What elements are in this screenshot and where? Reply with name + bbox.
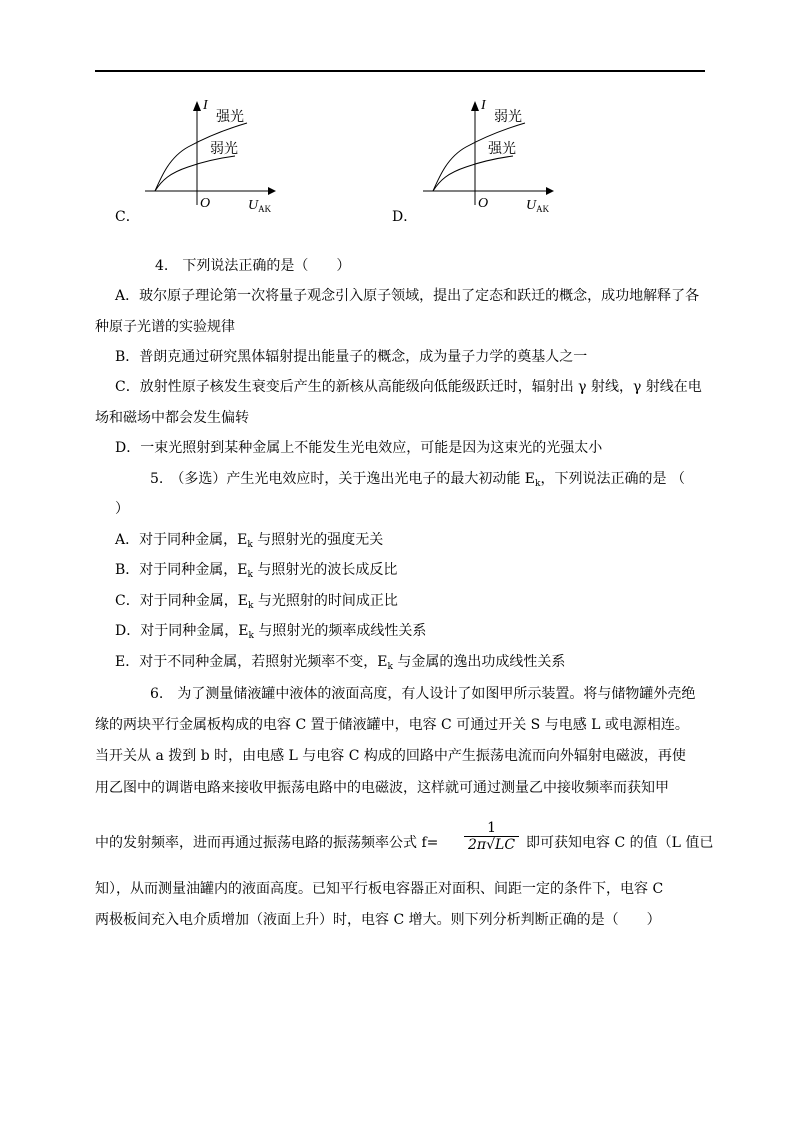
graph-d [418,95,558,220]
graph-d-x-label-main: U [526,198,537,213]
graph-d-lower-curve [433,156,513,191]
q6-line2: 缘的两块平行金属板构成的电容 C 置于储液罐中，电容 C 可通过开关 S 与电感 L 或电源相连。 [95,717,689,733]
q5-option-e-post: 与金属的逸出功成线性关系 [392,654,566,670]
q5-option-e [115,653,565,676]
q4-option-b: B．普朗克通过研究黑体辐射提出能量子的概念，成为量子力学的奠基人之一 [115,349,588,365]
graph-c-x-label-main: U [248,198,259,213]
graph-d-origin: O [478,196,489,211]
q4-option-c-line2: 场和磁场中都会发生偏转 [95,410,249,426]
q4-option-a-line2: 种原子光谱的实验规律 [95,319,235,335]
graph-d-lower-label: 强光 [488,141,516,157]
q5-option-b [115,561,397,584]
q5-option-c-pre: C．对于同种金属，E [115,593,248,609]
q6-line5-post: 即可获知电容 C 的值（L 值已 [526,835,714,851]
q5-option-d-pre: D．对于同种金属，E [115,623,249,639]
graph-c [140,95,280,220]
graph-c-x-arrow [268,187,276,195]
q5-option-b-post: 与照射光的波长成反比 [252,562,398,578]
frequency-formula-fraction [464,820,519,853]
graph-c-lower-curve [155,156,235,191]
graph-d-x-label-sub: AK [536,204,550,214]
q4-option-d: D．一束光照射到某种金属上不能发生光电效应，可能是因为这束光的光强太小 [115,440,603,456]
formula-denominator: 2π√LC [468,837,516,853]
graph-c-y-arrow [193,101,201,111]
graph-d-x-label [526,198,550,214]
graph-c-lower-label: 弱光 [210,141,238,157]
q5-option-c-sub: k [247,601,254,611]
graph-c-upper-curve [155,123,247,191]
q5-option-c-post: 与光照射的时间成正比 [253,593,398,609]
q6-line1: 6. 为了测量储液罐中液体的液面高度，有人设计了如图甲所示装置。将与储物罐外壳绝 [150,686,696,702]
graph-c-x-label [248,198,272,214]
header-rule [95,70,705,72]
q4-option-c-line1: C．放射性原子核发生衰变后产生的新核从高能级向低能级跃迁时，辐射出 γ 射线，γ 射线在电 [115,379,702,395]
graph-c-y-label: I [203,98,208,113]
formula-numerator: 1 [487,820,496,836]
q5-option-a-sub: k [247,540,253,550]
q6-line3: 当开关从 a 拨到 b 时，由电感 L 与电容 C 构成的回路中产生振荡电流而向外辐射电磁波，再使 [95,748,686,764]
graph-d-upper-curve [433,123,525,191]
graph-d-option-label: D． [392,209,418,225]
q5-option-e-sub: k [387,662,393,672]
q5-stem-sub: k [535,479,541,489]
q5-stem-pre: 5. （多选）产生光电效应时，关于逸出光电子的最大初动能 E [150,471,536,487]
q5-stem-close: ） [115,501,129,517]
q5-option-b-sub: k [247,570,253,580]
q5-option-d [115,622,426,645]
graph-c-option-label: C． [115,209,140,225]
q6-line5-pre: 中的发射频率，进而再通过振荡电路的振荡频率公式 f= [95,835,439,851]
graph-c-origin: O [200,196,211,211]
q6-line4: 用乙图中的调谐电路来接收甲振荡电路中的电磁波，这样就可通过测量乙中接收频率而获知甲 [95,780,669,796]
graph-d-y-label: I [481,98,486,113]
q6-line7: 两极板间充入电介质增加（液面上升）时，电容 C 增大。则下列分析判断正确的是（ ） [95,912,661,928]
q6-line6: 知），从而测量油罐内的液面高度。已知平行板电容器正对面积、间距一定的条件下，电容 C [95,881,664,897]
q5-option-d-sub: k [248,631,254,641]
q5-option-a [115,531,383,554]
q5-option-a-post: 与照射光的强度无关 [252,532,384,548]
graph-c-upper-label: 强光 [216,109,244,125]
graph-d-upper-label: 弱光 [494,109,522,125]
q5-option-b-pre: B．对于同种金属，E [115,562,248,578]
q5-stem-post: ，下列说法正确的是 （ [540,471,685,487]
graph-d-y-arrow [471,101,479,111]
graph-d-x-arrow [546,187,554,195]
q5-option-e-pre: E．对于不同种金属，若照射光频率不变，E [115,654,388,670]
graph-c-x-label-sub: AK [258,204,272,214]
q4-stem: 4. 下列说法正确的是（ ） [155,258,351,274]
q5-option-a-pre: A．对于同种金属，E [115,532,248,548]
q5-stem [150,470,685,493]
q4-option-a-line1: A．玻尔原子理论第一次将量子观念引入原子领域，提出了定态和跃迁的概念，成功地解释了各 [115,288,700,304]
q5-option-d-post: 与照射光的频率成线性关系 [253,623,427,639]
q5-option-c [115,592,398,615]
